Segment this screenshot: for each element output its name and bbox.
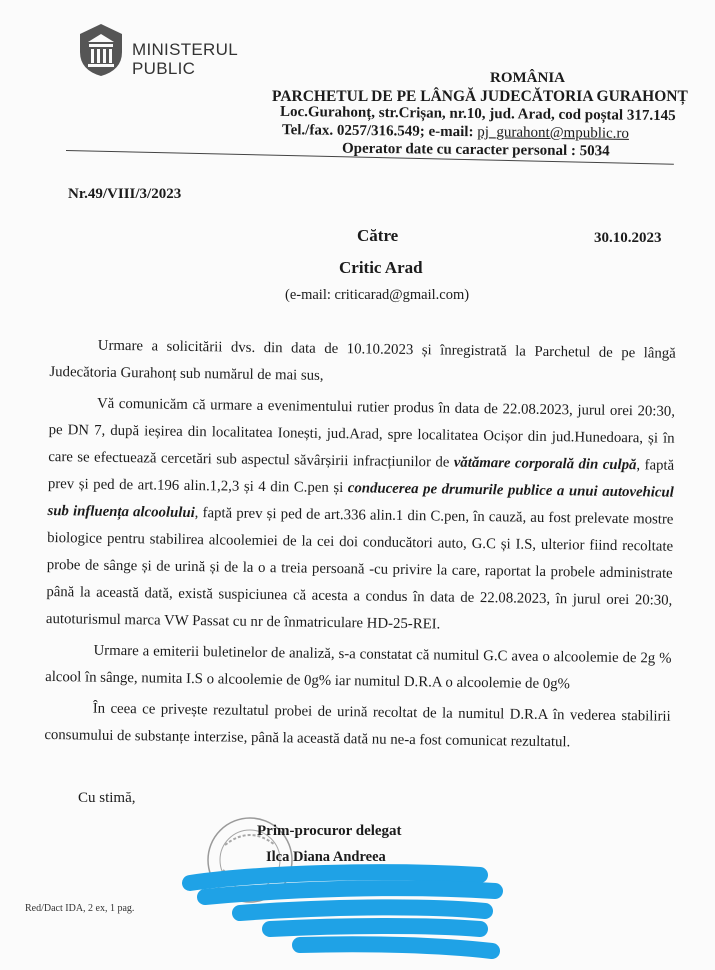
header-contact	[282, 122, 629, 143]
document-date: 30.10.2023	[594, 230, 662, 246]
header-tel: Tel./fax. 0257/316.549; e-mail:	[281, 122, 478, 141]
to-label: Către	[357, 226, 399, 245]
registration-number: Nr.49/VIII/3/2023	[68, 186, 182, 202]
paragraph-2-part-e: , faptă prev și ped de art.336 alin.1 din C.pen, în cauză, au fost prelevate mostre biologice pentru stabilirea alcoolemiei de la cei doi conducători auto, G.C și I.S, ulterior fiind recoltate probe de sânge și de urină și de la o a treia persoană -cu privire la care, raportat la probele administrate până la această dată, există suspiciunea că acesta a condus în data de 22.08.2023, în jurul orei 20:30, autoturismul marca VW Passat cu nr de înmatriculare HD-25-REI.	[45, 505, 674, 633]
paragraph-2-part-a: Vă comunicăm că urmare a evenimentului rutier produs în data de 22.08.2023, jurul orei 20:30, pe DN 7, după ieșirea din localitatea Ionești, jud.Arad, spre localitatea Ocișor din jud.Hunedoara, și în care se efectuează cercetări sub aspectul săvârșirii infracțiunilor de	[48, 395, 676, 471]
paragraph-1: Urmare a solicitării dvs. din data de 10.10.2023 și înregistrată la Parchetul de pe lângă Judecătoria Gurahonț sub numărul de mai sus,	[49, 337, 676, 384]
closing-salutation: Cu stimă,	[78, 790, 136, 806]
header-operator: Operator date cu caracter personal : 5034	[341, 140, 610, 160]
ministerul-public-emblem-icon	[78, 22, 124, 78]
signatory-title: Prim-procuror delegat	[257, 823, 402, 839]
logo-line-2: PUBLIC	[132, 59, 196, 78]
offense-2: conducerea pe drumurile publice a unui autovehicul sub influența alcoolului	[47, 480, 674, 522]
recipient-email: (e-mail: criticarad@gmail.com)	[285, 287, 470, 303]
paragraph-2-part-c: , faptă prev și ped de art.196 alin.1,2,3 și 4 din C.pen și	[47, 457, 675, 497]
logo-wordmark	[132, 40, 238, 78]
header-country: ROMÂNIA	[490, 70, 565, 86]
signatory-name: Ilca Diana Andreea	[266, 849, 386, 865]
logo-line-1: MINISTERUL	[132, 40, 238, 59]
redaction-scribble-icon	[180, 855, 510, 960]
header-email-link[interactable]: pj_gurahont@mpublic.ro	[477, 124, 630, 142]
recipient-name: Critic Arad	[339, 258, 423, 277]
paragraph-4: În ceea ce privește rezultatul probei de urină recoltat de la numitul D.R.A în vederea stabilirii consumului de substanțe interzise, până la această dată nu ne-a fost comunicat rezultatul.	[44, 700, 671, 751]
footer-reference: Red/Dact IDA, 2 ex, 1 pag.	[25, 903, 135, 914]
letter-body	[44, 332, 676, 762]
header-address: Loc.Gurahonț, str.Crișan, nr.10, jud. Arad, cod poștal 317.145	[279, 103, 676, 125]
paragraph-2	[46, 390, 675, 642]
offense-1: vătămare corporală din culpă	[453, 454, 637, 474]
paragraph-3: Urmare a emiterii buletinelor de analiză, s-a constatat că numitul G.C avea o alcoolemie de 2g % alcool în sânge, numita I.S o alcoolemie de 0g% iar numitul D.R.A o alcoolemie de 0g%	[45, 642, 672, 693]
header-institution: PARCHETUL DE PE LÂNGĂ JUDECĂTORIA GURAHONȚ	[272, 88, 688, 105]
